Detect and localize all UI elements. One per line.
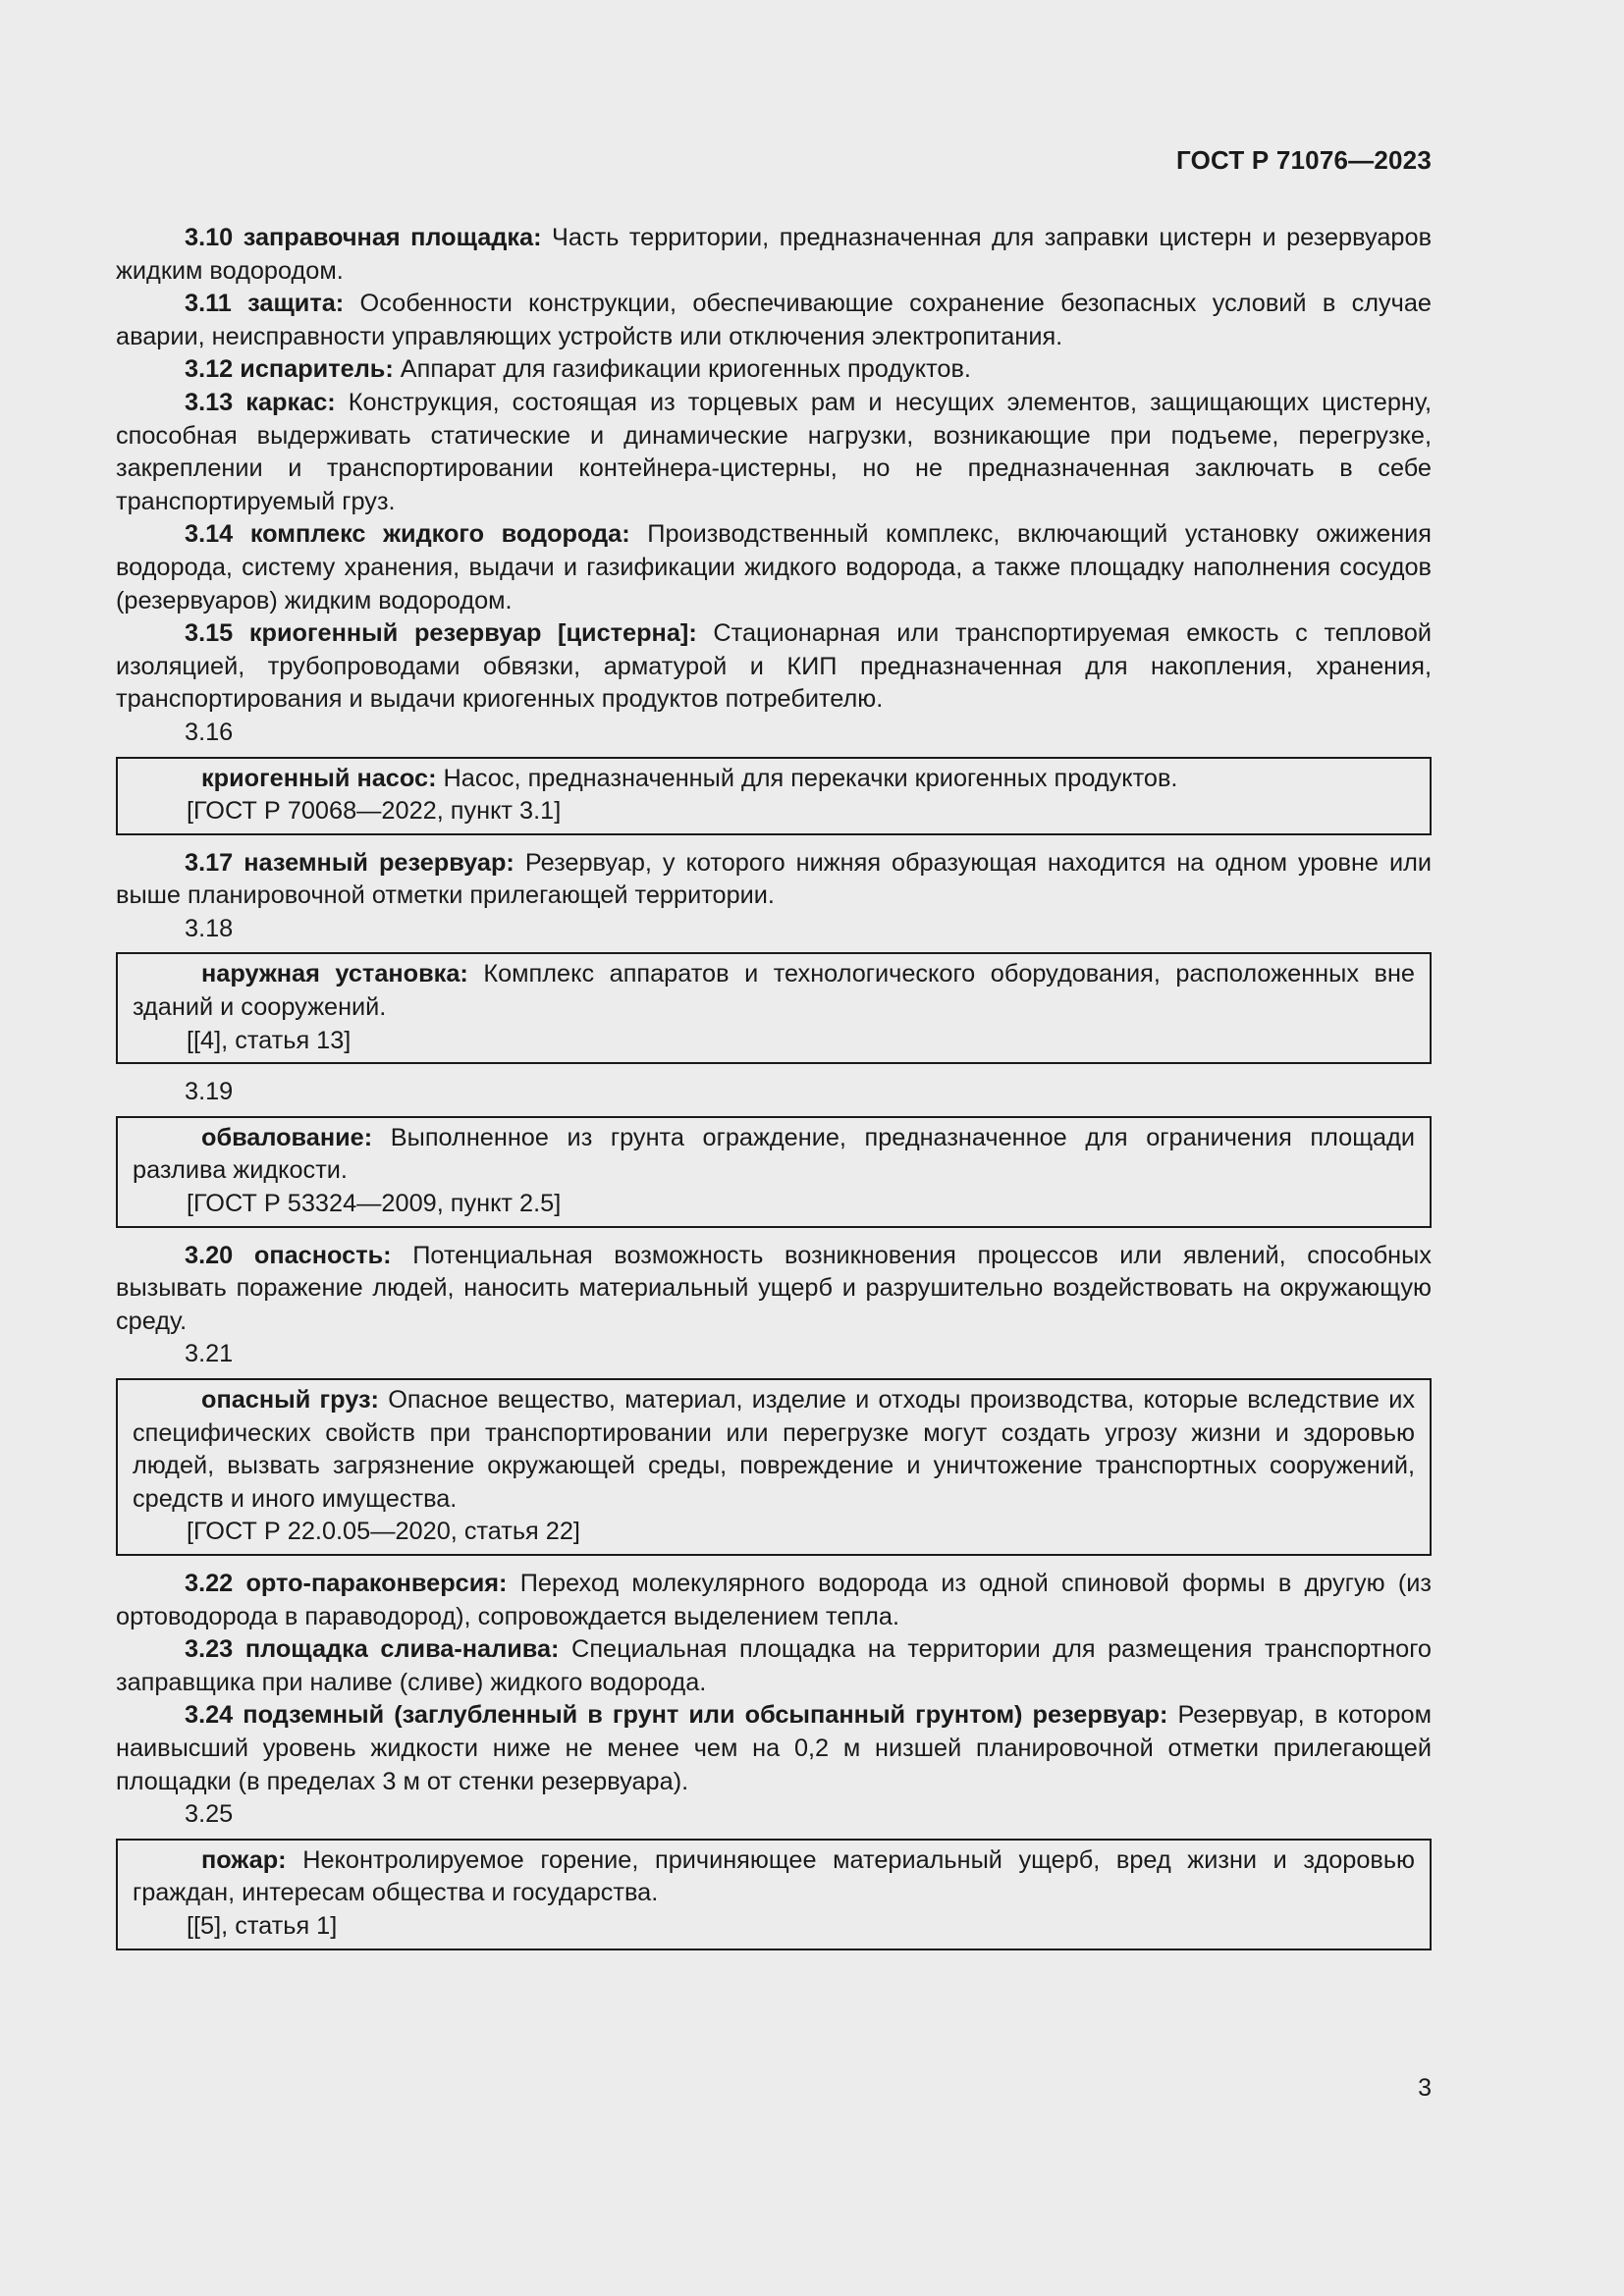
term-number-3-18: 3.18 (185, 914, 234, 942)
term-entry-3-12 (116, 353, 1432, 387)
term-label: обвалование: (201, 1123, 373, 1151)
quoted-term-text (133, 1844, 1415, 1910)
term-label: 3.20 опасность: (185, 1241, 392, 1269)
term-label: наружная установка: (201, 960, 468, 988)
quoted-term-box-3-21 (116, 1378, 1432, 1556)
term-label: 3.12 испаритель: (185, 355, 394, 384)
term-entry-3-24 (116, 1699, 1432, 1798)
term-entry-3-22 (116, 1568, 1432, 1633)
document-body (116, 222, 1432, 1962)
term-label: 3.10 заправочная площадка: (185, 224, 542, 251)
term-entry-3-17 (116, 847, 1432, 913)
quoted-term-text (133, 1122, 1415, 1188)
term-label: 3.24 подземный (заглубленный в грунт или обсыпанный грунтом) резервуар: (185, 1701, 1168, 1730)
term-definition: Выполненное из грунта ограждение, предназначенное для ограничения площади разлива жидкости. (133, 1123, 1415, 1185)
term-label: криогенный насос: (201, 764, 437, 792)
term-number-3-21: 3.21 (185, 1340, 234, 1368)
term-number-3-16: 3.16 (185, 718, 234, 746)
quoted-term-text (133, 1384, 1415, 1516)
term-label: 3.17 наземный резервуар: (185, 848, 514, 877)
term-label: 3.11 защита: (185, 290, 345, 318)
source-reference: [ГОСТ Р 70068—2022, пункт 3.1] (187, 797, 562, 826)
term-entry-3-11 (116, 288, 1432, 353)
term-definition: Специальная площадка на территории для размещения транспортного заправщика при наливе (сливе) жидкого водорода. (116, 1635, 1432, 1696)
term-definition: Аппарат для газификации криогенных продуктов. (393, 355, 971, 384)
term-label: пожар: (201, 1845, 287, 1874)
quoted-term-box-3-18 (116, 952, 1432, 1064)
term-definition: Неконтролируемое горение, причиняющее материальный ущерб, вред жизни и здоровью граждан, интересам общества и государства. (133, 1845, 1415, 1907)
source-reference: [ГОСТ Р 53324—2009, пункт 2.5] (187, 1190, 562, 1218)
quoted-term-box-3-16 (116, 757, 1432, 835)
term-label: 3.14 комплекс жидкого водорода: (185, 520, 630, 549)
term-label: 3.23 площадка слива-налива: (185, 1635, 560, 1664)
quoted-term-text (133, 763, 1415, 796)
term-label: 3.13 каркас: (185, 388, 336, 416)
term-definition: Потенциальная возможность возникновения процессов или явлений, способных вызывать поражение людей, наносить материальный ущерб и разрушительно воздействовать на окружающую среду. (116, 1241, 1432, 1335)
term-number-3-19: 3.19 (185, 1078, 234, 1106)
quoted-term-box-3-25 (116, 1839, 1432, 1950)
source-reference: [ГОСТ Р 22.0.05—2020, статья 22] (187, 1518, 580, 1546)
term-entry-3-15 (116, 617, 1432, 717)
term-number-3-25: 3.25 (185, 1800, 234, 1829)
term-entry-3-20 (116, 1240, 1432, 1339)
term-definition: Резервуар, у которого нижняя образующая находится на одном уровне или выше планировочной отметки прилегающей территории. (116, 848, 1432, 910)
source-reference: [[4], статья 13] (187, 1026, 352, 1054)
quoted-term-text (133, 958, 1415, 1024)
term-definition: Опасное вещество, материал, изделие и отходы производства, которые вследствие их специфических свойств при транспортировании или перегрузке могут создать угрозу жизни и здоровью людей, вызвать загрязнение окружающей среды, повреждение и уничтожение транспортных сооружений, средств и иного имущества. (133, 1386, 1415, 1513)
term-definition: Переход молекулярного водорода из одной спиновой формы в другую (из ортоводорода в параводород), сопровождается выделением тепла. (116, 1569, 1432, 1630)
term-definition: Конструкция, состоящая из торцевых рам и несущих элементов, защищающих цистерну, способная выдерживать статические и динамические нагрузки, возникающие при подъеме, перегрузке, закреплении и транспортировании контейнера-цистерны, но не предназначенная заключать в себе транспортируемый груз. (116, 388, 1433, 515)
term-definition: Насос, предназначенный для перекачки криогенных продуктов. (436, 764, 1178, 792)
term-definition: Часть территории, предназначенная для заправки цистерн и резервуаров жидким водородом. (116, 224, 1433, 285)
term-entry-3-14 (116, 518, 1432, 617)
term-definition: Производственный комплекс, включающий установку ожижения водорода, систему хранения, выдачи и газификации жидкого водорода, а также площадку наполнения сосудов (резервуаров) жидким водородом. (116, 520, 1432, 614)
term-entry-3-10 (116, 222, 1432, 288)
term-definition: Резервуар, в котором наивысший уровень жидкости ниже не менее чем на 0,2 м низшей планировочной отметки прилегающей площадки (в пределах 3 м от стенки резервуара). (116, 1701, 1432, 1795)
term-definition: Стационарная или транспортируемая емкость с тепловой изоляцией, трубопроводами обвязки, арматурой и КИП предназначенная для накопления, хранения, транспортирования и выдачи криогенных продуктов потребителю. (116, 619, 1432, 714)
page-number: 3 (1418, 2074, 1432, 2102)
term-label: 3.22 орто-параконверсия: (185, 1569, 508, 1597)
term-entry-3-23 (116, 1633, 1432, 1699)
term-label: 3.15 криогенный резервуар [цистерна]: (185, 619, 697, 648)
term-definition: Комплекс аппаратов и технологического оборудования, расположенных вне зданий и сооружений. (133, 960, 1415, 1022)
source-reference: [[5], статья 1] (187, 1911, 338, 1940)
quoted-term-box-3-19 (116, 1116, 1432, 1228)
term-entry-3-13 (116, 387, 1432, 518)
term-definition: Особенности конструкции, обеспечивающие сохранение безопасных условий в случае аварии, неисправности управляющих устройств или отключения электропитания. (116, 290, 1432, 350)
document-id-header: ГОСТ Р 71076—2023 (1176, 145, 1432, 175)
term-label: опасный груз: (201, 1386, 379, 1414)
